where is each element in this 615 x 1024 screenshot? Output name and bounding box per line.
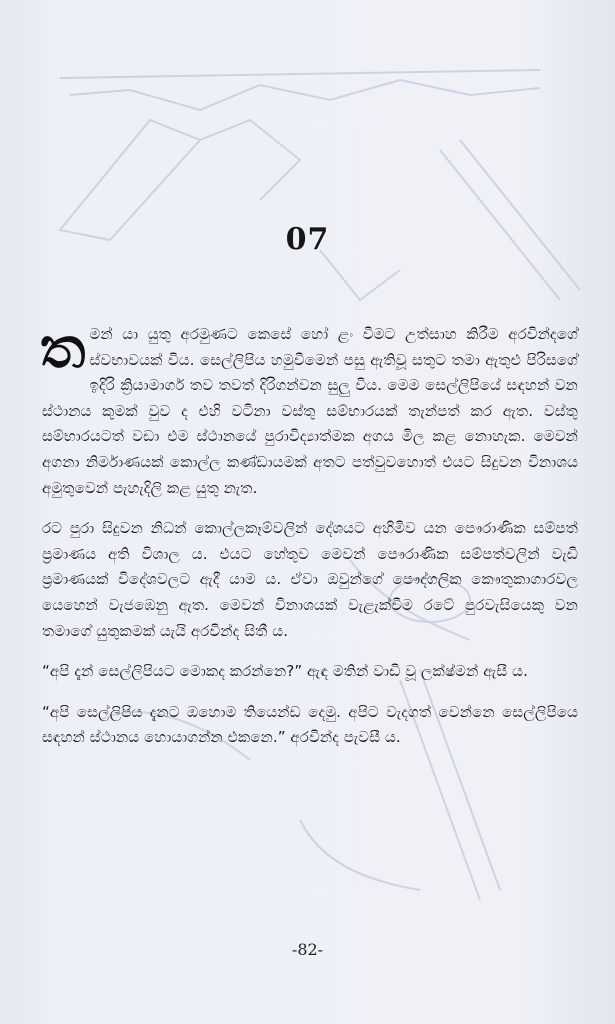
paragraph-4: “අපි සෙල්ලිපිය දැනට ඔහොම තියෙන්ඩ දෙමු. අපිට වැදගත් වෙන්නෙ සෙල්ලිපියෙ සඳහන් ස්ථානය හොයාගන්න එකනෙ.” අරවින්ද පැවසී ය. (42, 702, 578, 747)
paragraph-1-text: මන් යා යුතු අරමුණට කෙසේ හෝ ළං වීමට උත්සාහ කිරීම අරවින්දගේ ස්වභාවයක් විය. සෙල්ලිපිය හමුවීමෙන් පසු ඇතිවූ සතුට තමා ඇතුළු පිරිසගේ ඉදිරි ක්‍රියාමාර්ග තව තවත් දිරිගන්වන සුලු විය. මෙම සෙල්ලිපියේ සඳහන් වන ස්ථානය කුමක් වුව ද එහි වටිනා වස්තු සම්භාරයක් තැන්පත් කර ඇත. වස්තු සම්භාරයටත් වඩා එම ස්ථානයේ පුරාවිද්‍යාත්මක අගය මිල කළ නොහැක. මෙවන් අගනා නිර්මාණයක් කොල්ල කණ්ඩායමක් අතට පත්වුවහොත් එයට සිදුවන විනාශය අමුතුවෙන් පැහැදිලි කළ යුතු නැත. (42, 325, 578, 497)
paragraph-3: “අපි දැන් සෙල්ලිපියට මොකද කරන්නෙ?” ඇඳ මතින් වාඩි වූ ලක්ෂ්මන් ඇසී ය. (42, 662, 528, 681)
chapter-number: 07 (285, 222, 330, 257)
page-number: -82- (291, 940, 324, 959)
paragraph-2: රට පුරා සිදුවන නිධන් කොල්ලකෑම්වලින් දේශයට අහිමිව යන පෞරාණික සම්පත් ප්‍රමාණය අති විශාල ය. එයට හේතුව මෙවන් පෞරාණික සම්පත්වලින් වැඩි ප්‍රමාණයක් විදේශවලට ඇදී යාම ය. ඒවා ඔවුන්ගේ පෞද්ගලික කෞතුකාගාරවල යෙහෙන් වැජඹෙනු ඇත. මෙවන් විනාශයක් වැළැක්වීම රටේ පුරවැසියෙකු වන තමාගේ යුතුකමක් යැයි අරවින්ද සිතී ය. (42, 519, 578, 640)
chapter-body (40, 315, 578, 766)
drop-cap: ත (40, 315, 86, 381)
paragraph-1 (40, 315, 578, 501)
